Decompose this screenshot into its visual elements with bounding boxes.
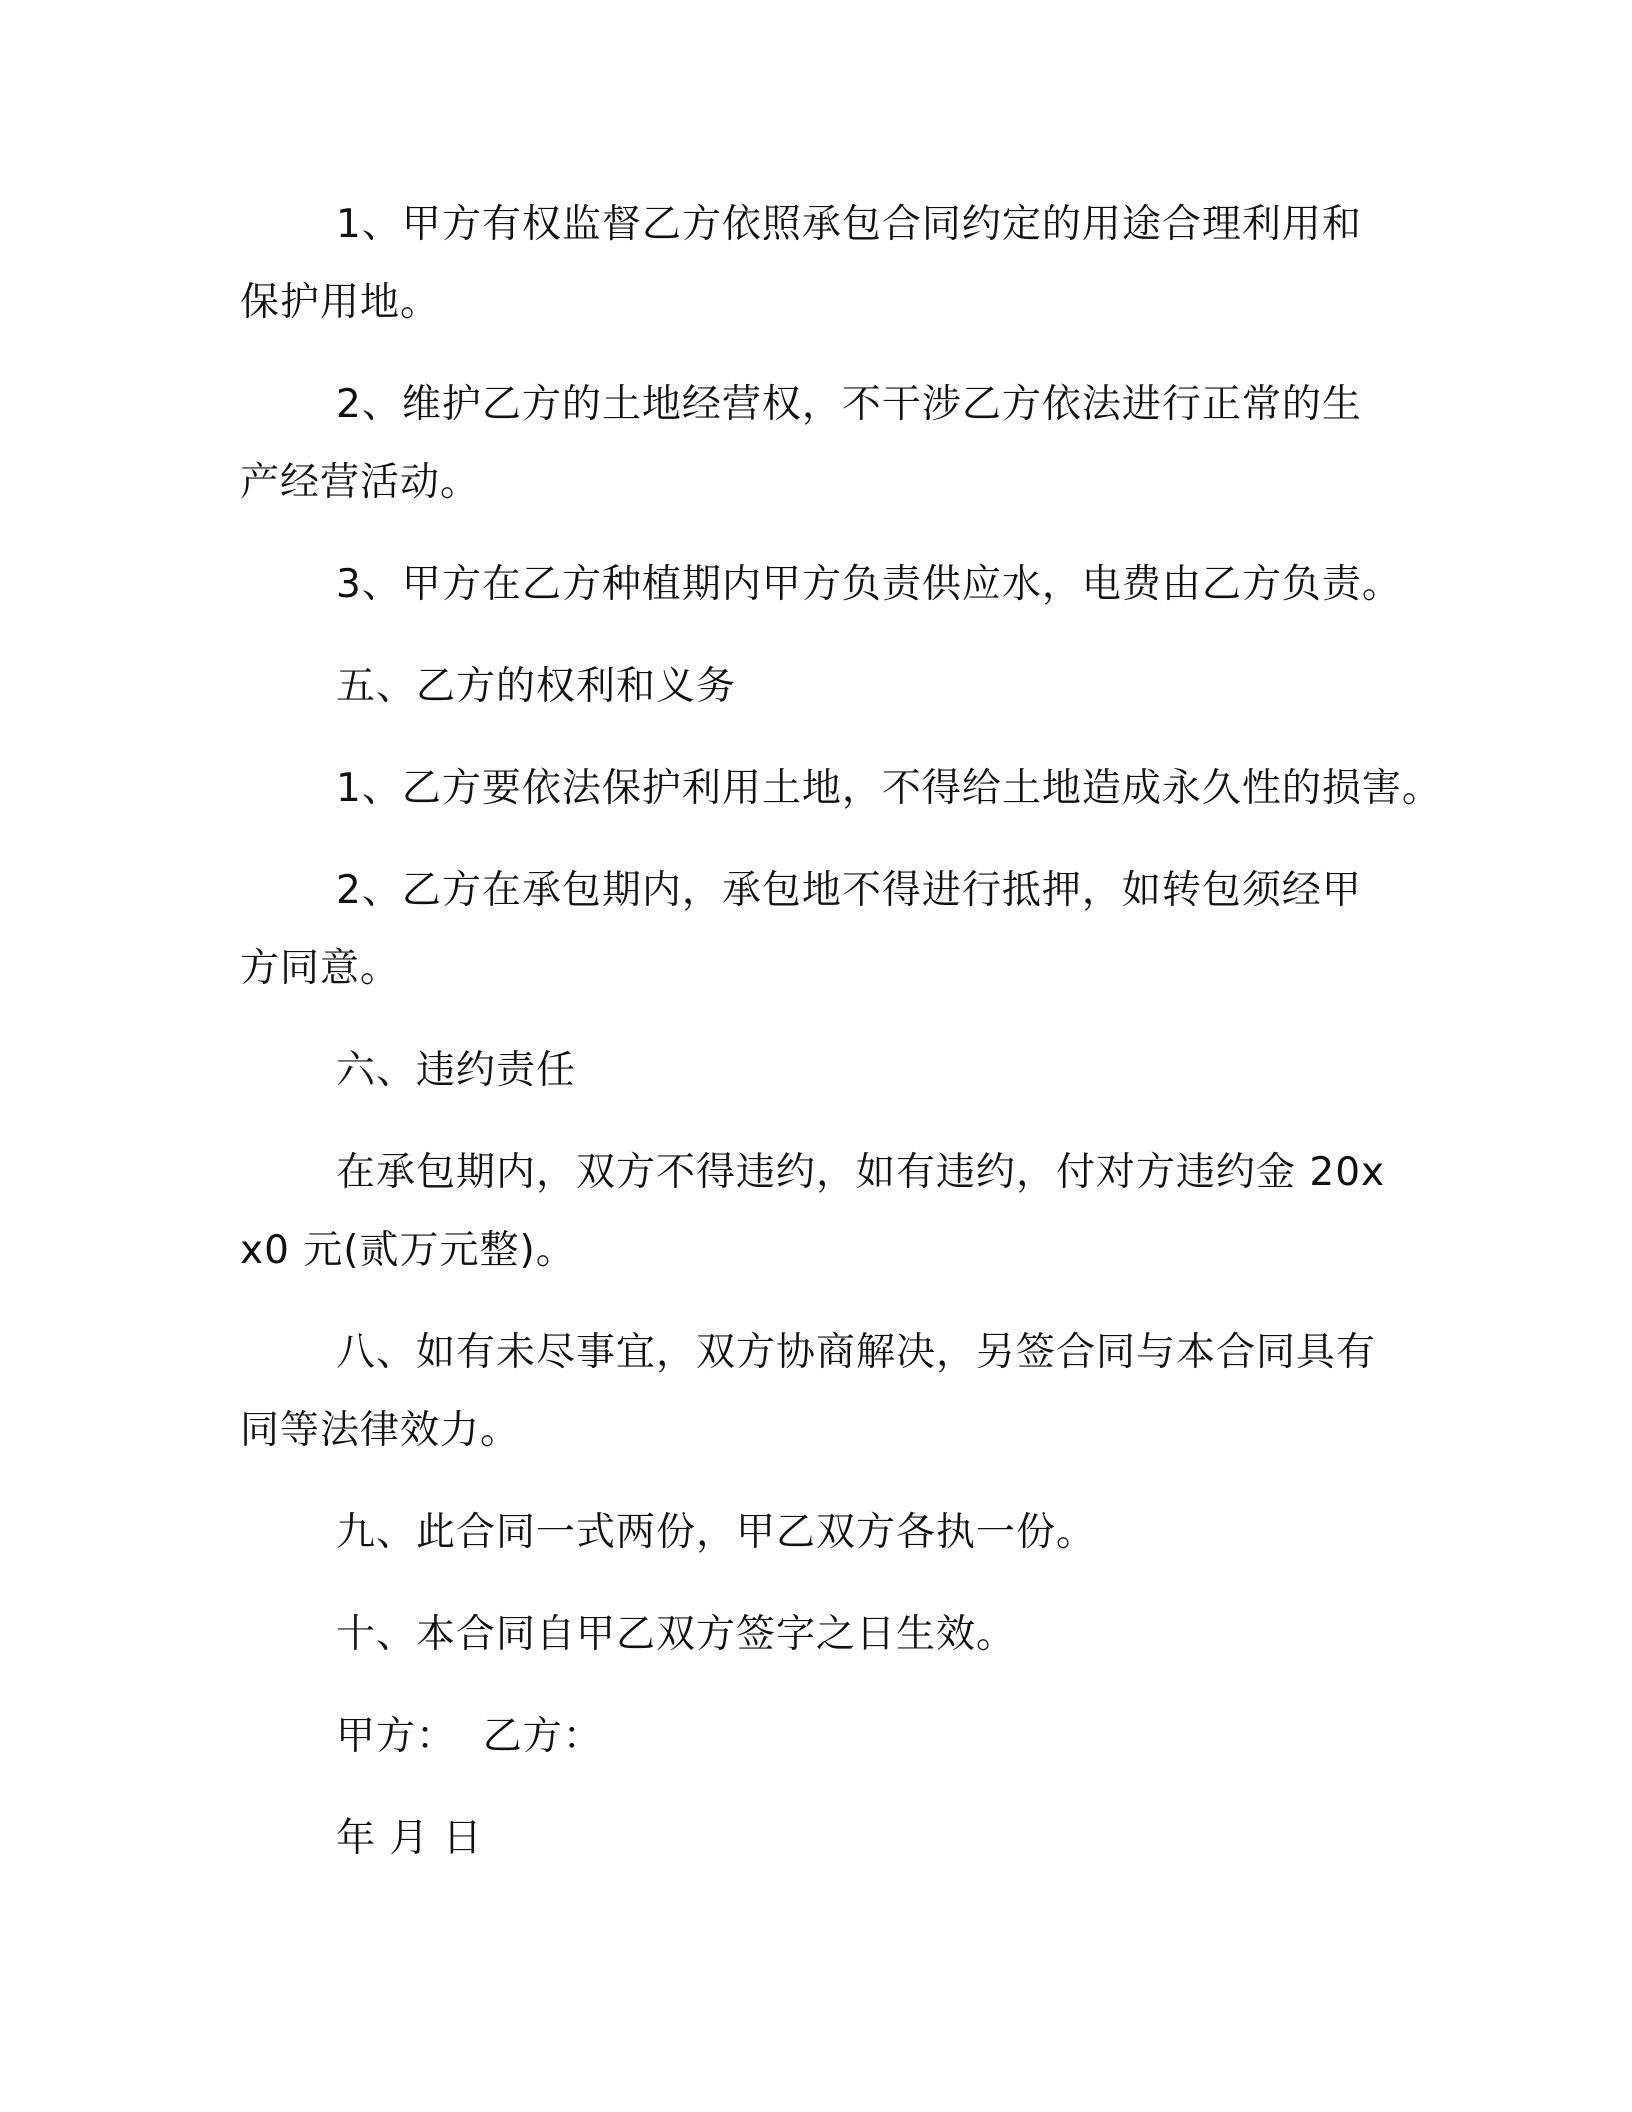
signature-parties-line: 甲方： 乙方： [336, 1714, 603, 1759]
section-8-paragraph: 八、如有未尽事宜，双方协商解决，另签合同与本合同具有同等法律效力。 [240, 1330, 1377, 1453]
section-5-clause-1: 1、乙方要依法保护利用土地，不得给土地造成永久性的损害。 [336, 766, 1442, 811]
section-6-heading: 六、违约责任 [336, 1048, 577, 1093]
section-5-clause-2: 2、乙方在承包期内，承包地不得进行抵押，如转包须经甲方同意。 [240, 868, 1362, 991]
section-5-heading: 五、乙方的权利和义务 [336, 664, 737, 709]
clause-2-protect-land-rights: 2、维护乙方的土地经营权，不干涉乙方依法进行正常的生产经营活动。 [240, 382, 1362, 505]
clause-1-party-a-supervision: 1、甲方有权监督乙方依照承包合同约定的用途合理利用和保护用地。 [240, 202, 1362, 325]
section-10-paragraph: 十、本合同自甲乙双方签字之日生效。 [336, 1612, 1017, 1657]
signature-date-line: 年 月 日 [336, 1816, 483, 1861]
breach-penalty-paragraph: 在承包期内，双方不得违约，如有违约，付对方违约金 20xx0 元(贰万元整)。 [240, 1150, 1386, 1273]
section-9-paragraph: 九、此合同一式两份，甲乙双方各执一份。 [336, 1510, 1097, 1555]
clause-3-water-electricity: 3、甲方在乙方种植期内甲方负责供应水，电费由乙方负责。 [336, 562, 1402, 607]
